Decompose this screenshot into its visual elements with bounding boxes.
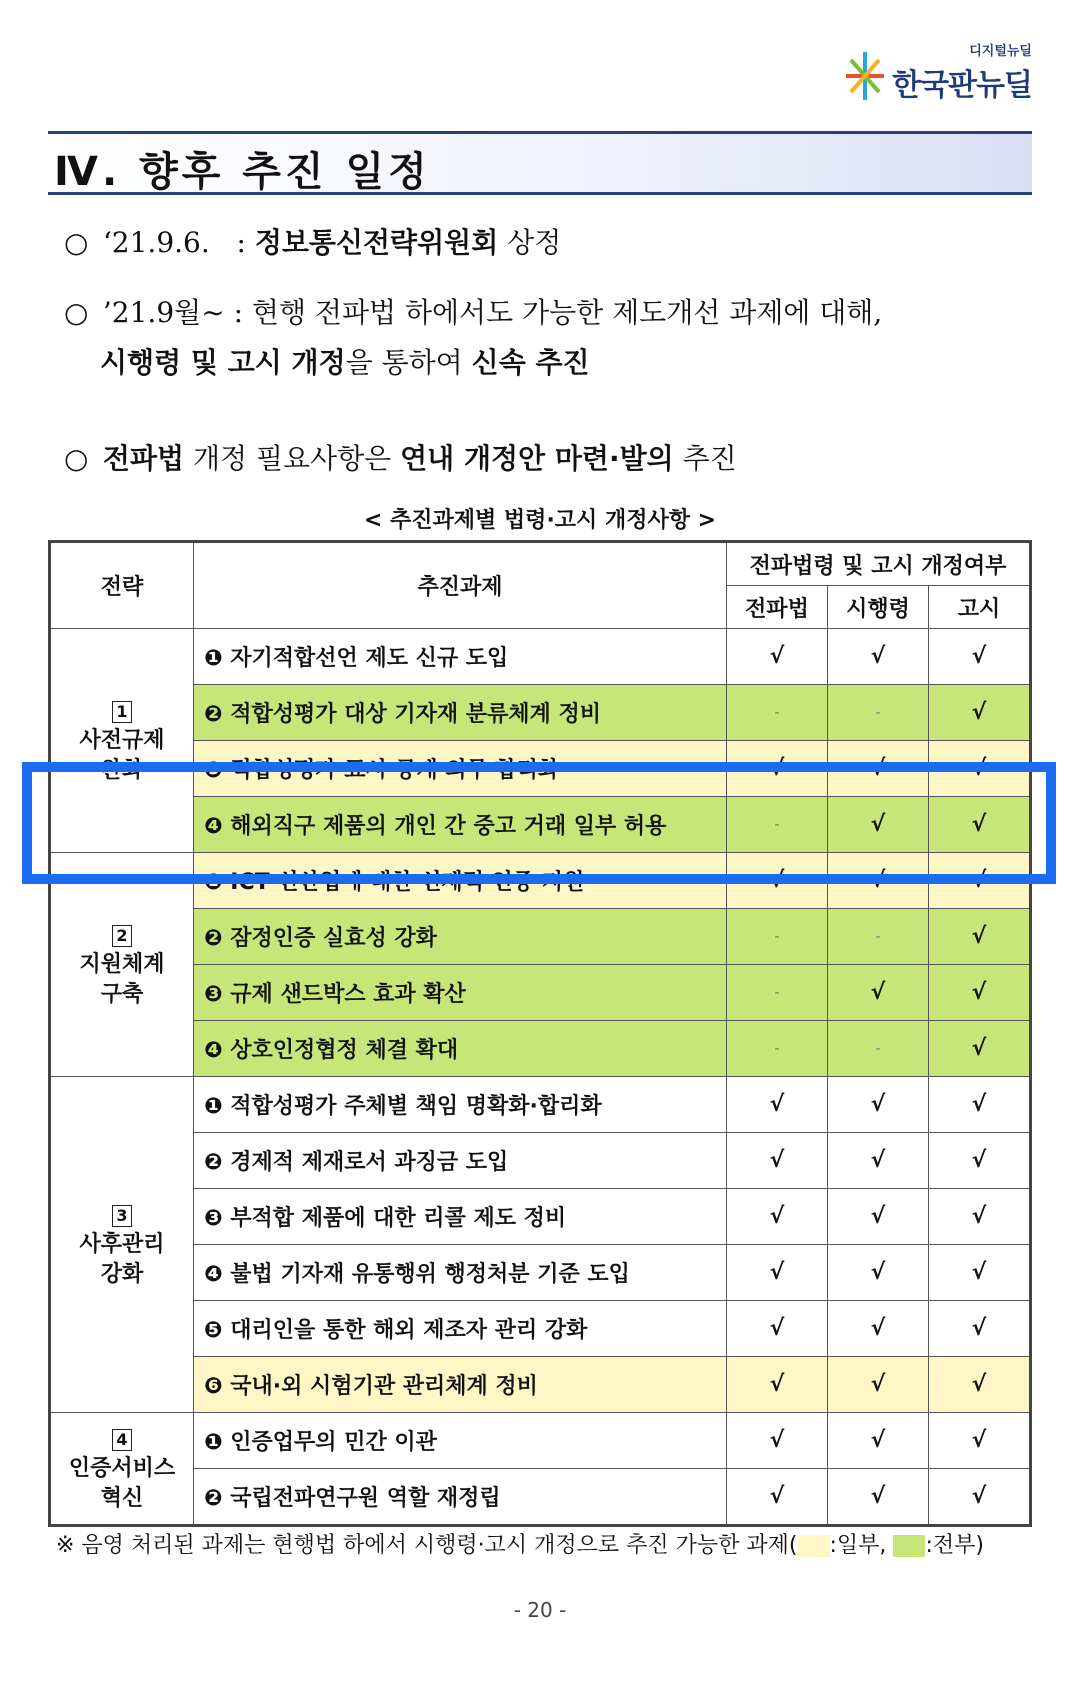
bullet-3 (64, 434, 737, 484)
notice-cell: √ (929, 1357, 1031, 1413)
decree-cell: √ (828, 853, 929, 909)
logo-spark-icon (842, 48, 888, 104)
decree-cell: √ (828, 1133, 929, 1189)
bullet-rest: 상정 (507, 226, 562, 259)
decree-cell: √ (828, 1469, 929, 1526)
task-cell: ❶ 인증업무의 민간 이관 (194, 1413, 727, 1469)
task-cell: ❺ 대리인을 통한 해외 제조자 관리 강화 (194, 1301, 727, 1357)
strategy-number: 1 (112, 701, 132, 723)
law-cell: - (727, 909, 828, 965)
strategy-cell (50, 1413, 194, 1526)
notice-cell: √ (929, 629, 1031, 685)
decree-cell: √ (828, 1301, 929, 1357)
bullet-bold: 연내 개정안 마련·발의 (400, 442, 674, 475)
law-cell: √ (727, 1413, 828, 1469)
page-number: - 20 - (513, 1598, 567, 1622)
task-table (48, 540, 1032, 1527)
task-cell: ❶ ICT 신산업에 대한 선제적 인증 지원 (194, 853, 727, 909)
notice-cell: √ (929, 1469, 1031, 1526)
bullet-text: 개정 필요사항은 (192, 442, 392, 475)
strategy-number: 3 (112, 1205, 132, 1227)
task-cell: ❶ 자기적합선언 제도 신규 도입 (194, 629, 727, 685)
law-cell: √ (727, 1189, 828, 1245)
table-row (50, 1021, 1031, 1077)
law-cell: √ (727, 1357, 828, 1413)
strategy-number: 4 (112, 1429, 132, 1451)
decree-cell: √ (828, 1357, 929, 1413)
law-cell: - (727, 965, 828, 1021)
notice-cell: √ (929, 685, 1031, 741)
bullet-bold: 신속 추진 (471, 346, 590, 379)
table-row (50, 1245, 1031, 1301)
decree-cell: √ (828, 797, 929, 853)
notice-cell: √ (929, 797, 1031, 853)
task-cell: ❷ 경제적 제재로서 과징금 도입 (194, 1133, 727, 1189)
notice-cell: √ (929, 1189, 1031, 1245)
law-cell: √ (727, 629, 828, 685)
table-row (50, 1189, 1031, 1245)
decree-cell: - (828, 1021, 929, 1077)
header-strategy: 전략 (50, 542, 194, 629)
task-cell: ❹ 불법 기자재 유통행위 행정처분 기준 도입 (194, 1245, 727, 1301)
bullet-date: ’21.9월∼ (102, 296, 225, 329)
bullet-1 (64, 218, 561, 268)
law-cell: √ (727, 741, 828, 797)
law-cell: √ (727, 1133, 828, 1189)
bullet-2 (64, 288, 1034, 388)
decree-cell: √ (828, 741, 929, 797)
notice-cell: √ (929, 1413, 1031, 1469)
full-swatch (893, 1535, 925, 1557)
decree-cell: √ (828, 1077, 929, 1133)
notice-cell: √ (929, 1245, 1031, 1301)
highlight-box (22, 762, 1056, 884)
bullet-sep: : (236, 226, 246, 259)
notice-cell: √ (929, 1301, 1031, 1357)
decree-cell: √ (828, 1245, 929, 1301)
logo-subtitle: 디지털뉴딜 (969, 44, 1032, 59)
task-cell: ❹ 상호인정협정 체결 확대 (194, 1021, 727, 1077)
table-row (50, 685, 1031, 741)
logo-title: 한국판뉴딜 (892, 68, 1032, 103)
table-row (50, 1077, 1031, 1133)
law-cell: √ (727, 1077, 828, 1133)
table-row (50, 1413, 1031, 1469)
task-cell: ❸ 적합성평가 표시·공개 의무 합리화 (194, 741, 727, 797)
bullet-bold: 정보통신전략위원회 (254, 226, 499, 259)
bullet-sep: : (233, 296, 244, 329)
decree-cell: √ (828, 1413, 929, 1469)
footnote-text: ※ 음영 처리된 과제는 현행법 하에서 시행령·고시 개정으로 추진 가능한 과제( (56, 1533, 798, 1558)
bullet-bold: 전파법 (102, 442, 185, 475)
law-cell: - (727, 1021, 828, 1077)
notice-cell: √ (929, 1021, 1031, 1077)
table-row (50, 629, 1031, 685)
law-cell: √ (727, 1469, 828, 1526)
table-row (50, 1133, 1031, 1189)
strategy-name: 강화 (100, 1261, 144, 1287)
decree-cell: - (828, 685, 929, 741)
bullet-date: ‘21.9.6. (102, 226, 210, 259)
table-row (50, 1301, 1031, 1357)
task-cell: ❷ 잠정인증 실효성 강화 (194, 909, 727, 965)
decree-cell: √ (828, 629, 929, 685)
bullet-marker: ○ (64, 442, 89, 475)
table-row (50, 1357, 1031, 1413)
strategy-name: 사전규제 (79, 727, 165, 753)
strategy-cell (50, 853, 194, 1077)
notice-cell: √ (929, 741, 1031, 797)
strategy-name: 인증서비스 (68, 1455, 176, 1481)
header-notice: 고시 (929, 586, 1031, 629)
law-cell: - (727, 797, 828, 853)
decree-cell: - (828, 909, 929, 965)
footnote-partial: :일부, (829, 1533, 887, 1558)
law-cell: √ (727, 1301, 828, 1357)
bullet-text: 을 통하여 (345, 346, 463, 379)
task-cell: ❸ 규제 샌드박스 효과 확산 (194, 965, 727, 1021)
bullet-bold: 시행령 및 고시 개정 (100, 346, 346, 379)
bullet-marker: ○ (64, 226, 89, 259)
law-cell: √ (727, 1245, 828, 1301)
task-cell: ❻ 국내·외 시험기관 관리체계 정비 (194, 1357, 727, 1413)
table-header-row (50, 542, 1031, 586)
partial-swatch (798, 1535, 830, 1557)
strategy-number: 2 (112, 925, 132, 947)
law-cell: √ (727, 853, 828, 909)
header-decree: 시행령 (828, 586, 929, 629)
law-cell: - (727, 685, 828, 741)
table-row (50, 965, 1031, 1021)
bullet-marker: ○ (64, 296, 89, 329)
bullet-text: 추진 (682, 442, 737, 475)
task-cell: ❶ 적합성평가 주체별 책임 명확화·합리화 (194, 1077, 727, 1133)
task-cell: ❷ 국립전파연구원 역할 재정립 (194, 1469, 727, 1526)
header-group: 전파법령 및 고시 개정여부 (727, 542, 1031, 586)
strategy-cell (50, 1077, 194, 1413)
table-row (50, 909, 1031, 965)
strategy-name: 완화 (100, 757, 144, 783)
strategy-name: 구축 (100, 981, 144, 1007)
task-cell: ❹ 해외직구 제품의 개인 간 중고 거래 일부 허용 (194, 797, 727, 853)
notice-cell: √ (929, 909, 1031, 965)
footnote-full: :전부) (925, 1533, 984, 1558)
decree-cell: √ (828, 1189, 929, 1245)
section-title: Ⅳ. 향후 추진 일정 (54, 149, 431, 195)
header-task: 추진과제 (194, 542, 727, 629)
header-law: 전파법 (727, 586, 828, 629)
task-cell: ❸ 부적합 제품에 대한 리콜 제도 정비 (194, 1189, 727, 1245)
strategy-name: 사후관리 (79, 1231, 165, 1257)
notice-cell: √ (929, 965, 1031, 1021)
notice-cell: √ (929, 1133, 1031, 1189)
table-caption: < 추진과제별 법령·고시 개정사항 > (363, 508, 717, 533)
decree-cell: √ (828, 965, 929, 1021)
logo (842, 40, 1032, 110)
notice-cell: √ (929, 1077, 1031, 1133)
task-cell: ❷ 적합성평가 대상 기자재 분류체계 정비 (194, 685, 727, 741)
notice-cell: √ (929, 853, 1031, 909)
strategy-name: 지원체계 (79, 951, 165, 977)
bullet-text: 현행 전파법 하에서도 가능한 제도개선 과제에 대해, (251, 296, 883, 329)
footnote (56, 1528, 984, 1559)
strategy-name: 혁신 (100, 1485, 144, 1511)
section-title-bar (48, 131, 1032, 195)
table-row (50, 1469, 1031, 1526)
